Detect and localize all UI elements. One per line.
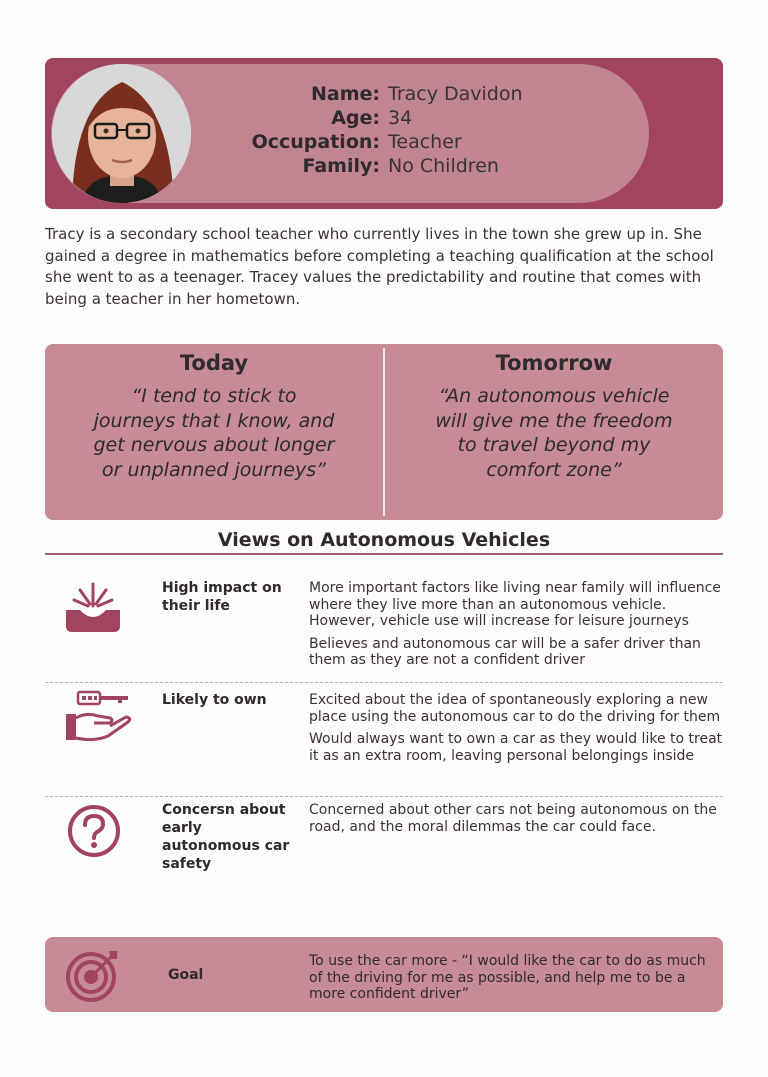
profile-info — [250, 82, 610, 178]
today-tomorrow-panel — [45, 344, 723, 520]
safety-label: Concersn about early autonomous car safety — [162, 802, 290, 872]
own-description — [309, 692, 725, 770]
name-label: Name: — [310, 83, 380, 105]
age-value: 34 — [388, 107, 413, 129]
name-value: Tracy Davidon — [388, 83, 523, 105]
impact-label: High impact on their life — [162, 580, 282, 614]
views-heading: Views on Autonomous Vehicles — [217, 529, 551, 551]
tomorrow-title: Tomorrow — [495, 351, 613, 375]
safety-description — [309, 802, 725, 841]
family-value: No Children — [388, 155, 499, 177]
today-title: Today — [179, 351, 249, 375]
tomorrow-column — [389, 350, 719, 482]
today-column — [49, 350, 379, 482]
row-separator — [45, 796, 723, 797]
goal-panel — [45, 937, 723, 1012]
bio-paragraph: Tracy is a secondary school teacher who currently lives in the town she grew up in. She gained a degree in mathematics before completing a teaching qualification at the school she went to as a teenager. Tracey values the predictability and routine that comes with being a teacher in her hometown. — [45, 225, 714, 308]
hand-key-icon — [64, 690, 134, 748]
occupation-label: Occupation: — [251, 131, 380, 153]
impact-icon — [62, 580, 124, 638]
profile-row-age — [250, 106, 610, 130]
avatar-portrait — [52, 64, 191, 203]
question-icon — [66, 803, 122, 863]
tomorrow-quote: “An autonomous vehicle will give me the freedom to travel beyond my comfort zone” — [435, 385, 673, 481]
profile-row-family — [250, 154, 610, 178]
profile-row-name — [250, 82, 610, 106]
avatar — [52, 64, 191, 203]
impact-paragraph-1: More important factors like living near family will influence where they live more than an autonomous vehicle. However, vehicle use will increase for leisure journeys — [309, 580, 721, 629]
own-paragraph-2: Would always want to own a car as they would like to treat it as an extra room, leaving personal belongings inside — [309, 731, 723, 764]
row-separator — [45, 682, 723, 683]
today-quote: “I tend to stick to journeys that I know, and get nervous about longer or unplanned journeys” — [93, 385, 335, 481]
family-label: Family: — [302, 155, 380, 177]
goal-text: To use the car more - “I would like the car to do as much of the driving for me as possible, and help me to be a more confident driver” — [309, 953, 706, 1002]
target-icon — [65, 947, 121, 1007]
views-underline — [45, 553, 723, 555]
safety-paragraph-1: Concerned about other cars not being autonomous on the road, and the moral dilemmas the car could face. — [309, 802, 717, 835]
age-label: Age: — [331, 107, 380, 129]
impact-paragraph-2: Believes and autonomous car will be a safer driver than them as they are not a confident driver — [309, 635, 701, 668]
profile-row-occupation — [250, 130, 610, 154]
goal-label: Goal — [168, 967, 204, 983]
occupation-value: Teacher — [388, 131, 462, 153]
own-paragraph-1: Excited about the idea of spontaneously exploring a new place using the autonomous car to do the driving for them — [309, 692, 721, 725]
panel-divider — [383, 348, 385, 516]
impact-description — [309, 580, 725, 675]
own-label: Likely to own — [162, 692, 267, 708]
